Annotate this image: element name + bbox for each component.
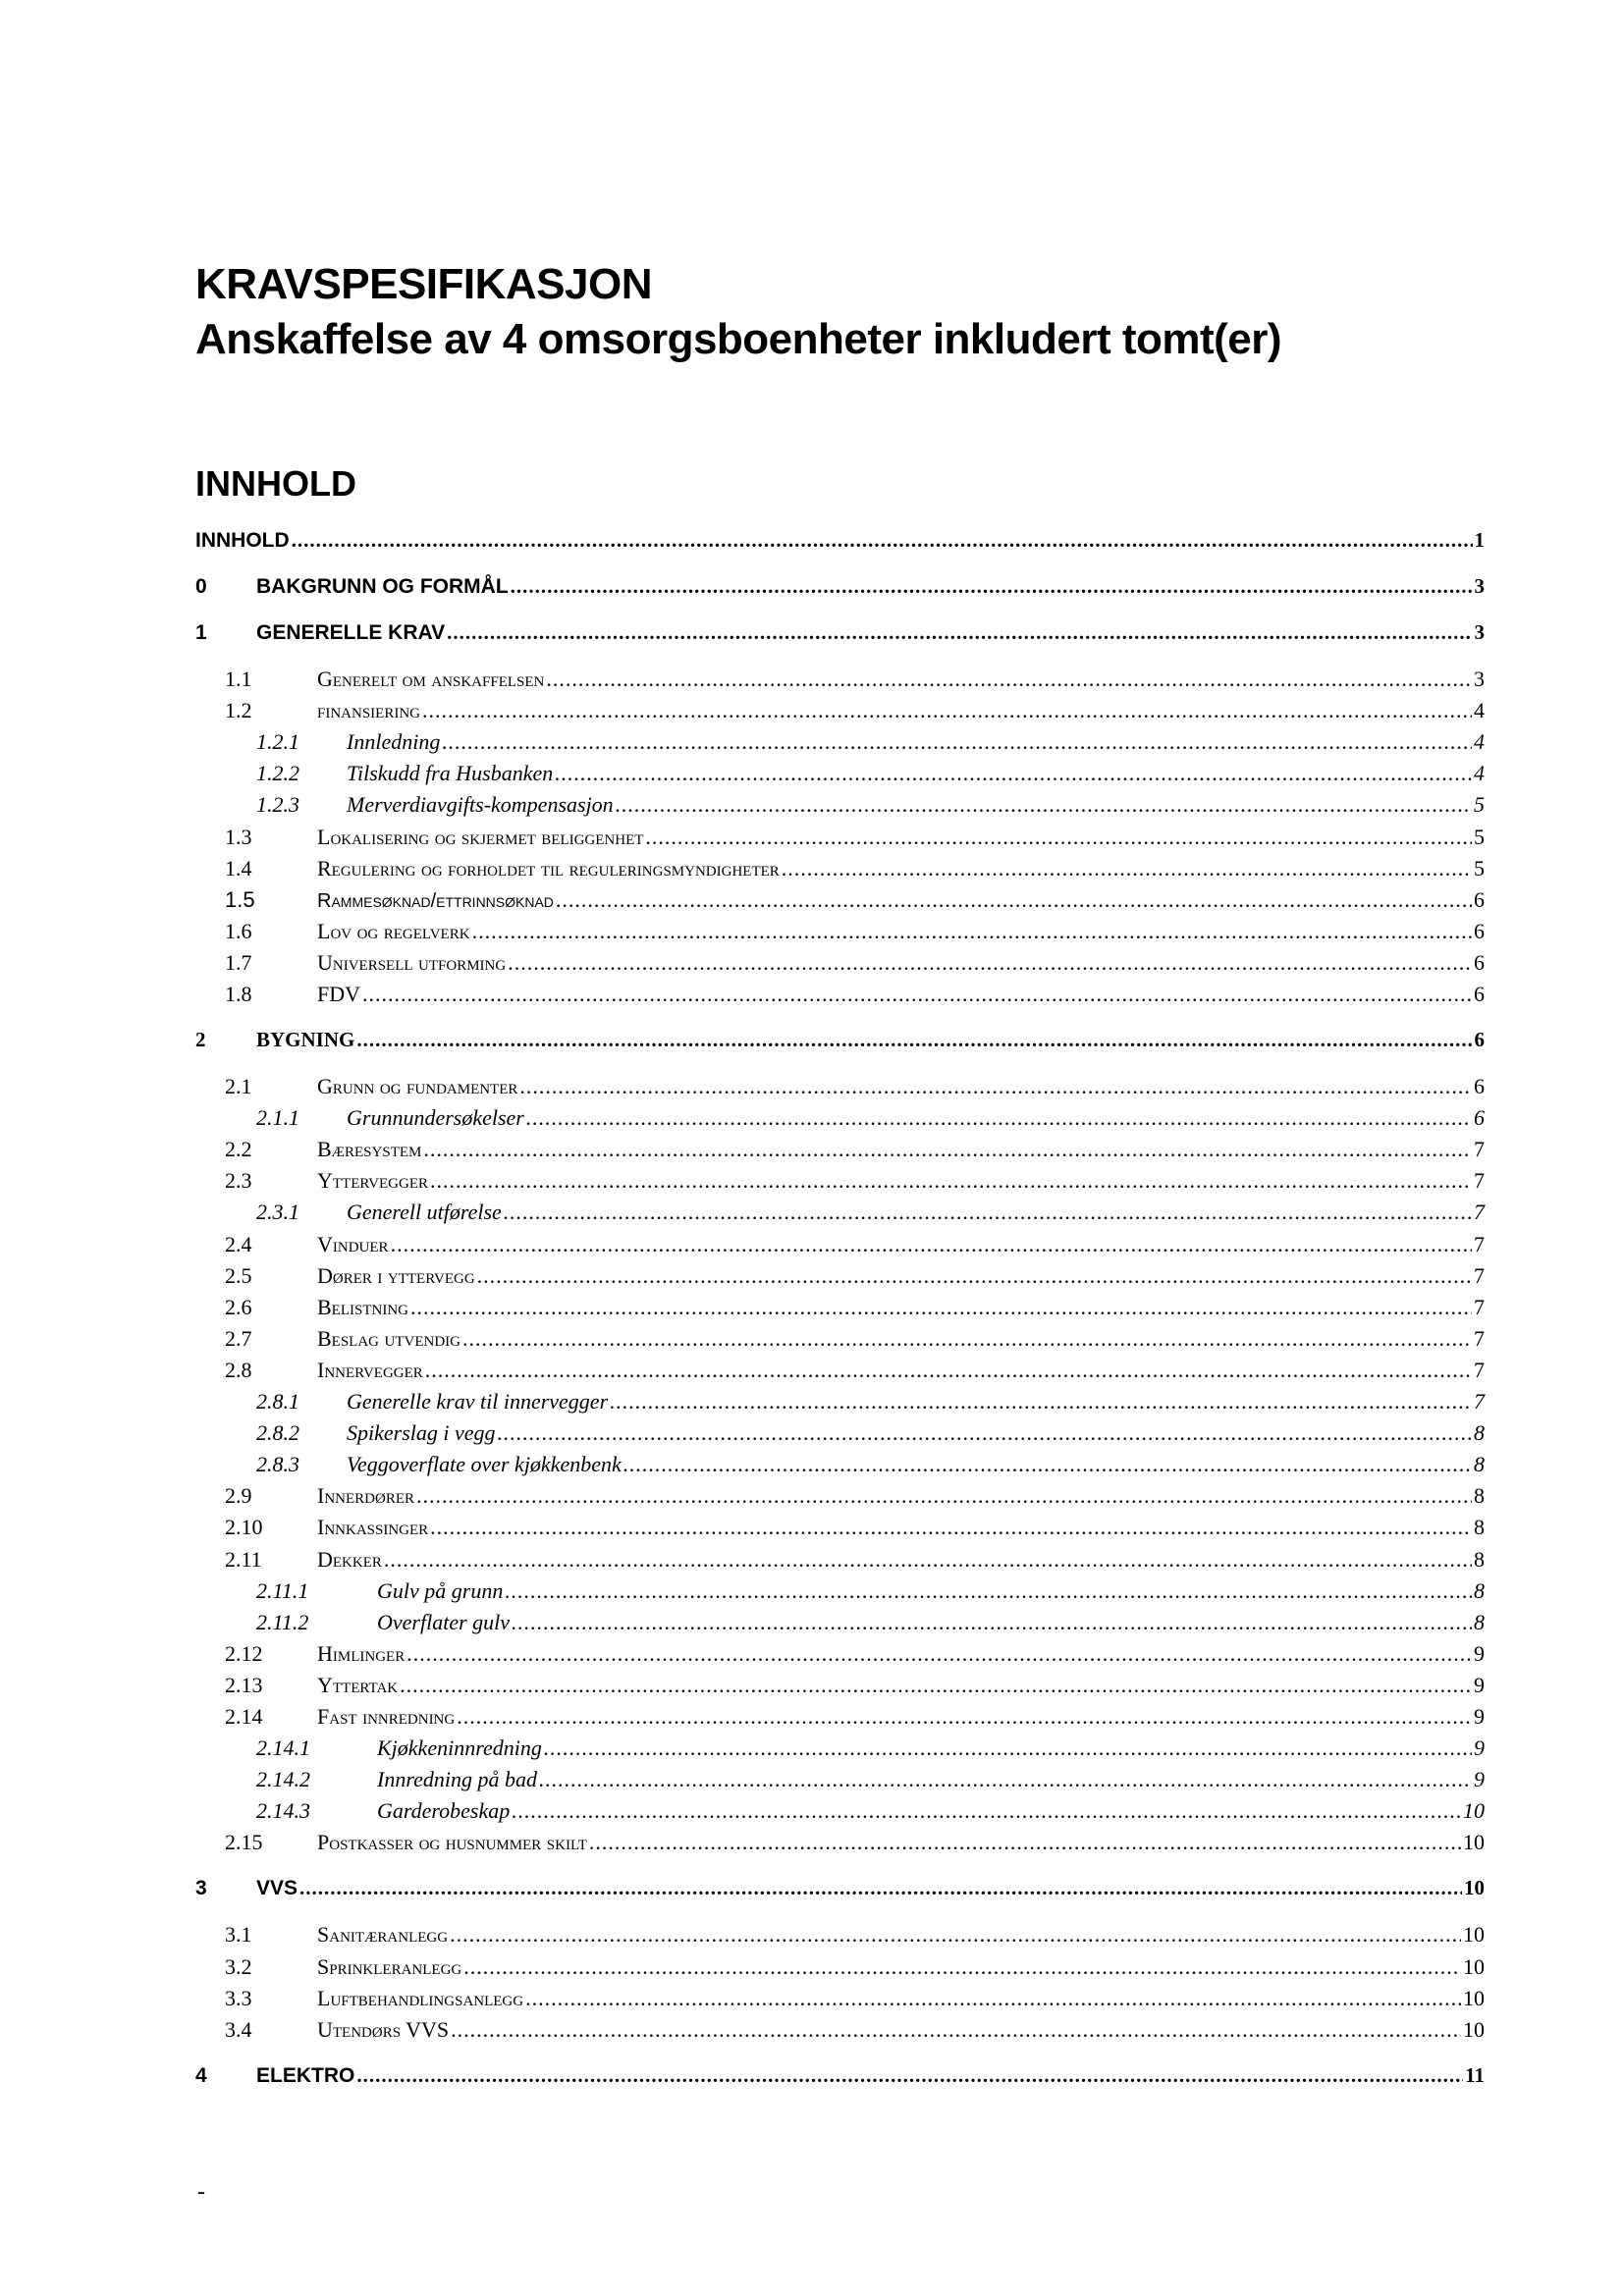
toc-dot-leader bbox=[511, 574, 1473, 599]
toc-dot-leader bbox=[457, 1704, 1472, 1730]
toc-entry[interactable] bbox=[225, 1922, 1485, 1949]
toc-entry[interactable] bbox=[225, 856, 1485, 883]
toc-dot-leader bbox=[442, 729, 1472, 755]
toc-dot-leader bbox=[422, 698, 1472, 723]
toc-entry[interactable] bbox=[225, 1137, 1485, 1164]
toc-entry[interactable] bbox=[225, 1263, 1485, 1291]
toc-entry-label: Lokalisering og skjermet beliggenhet bbox=[317, 824, 644, 849]
toc-entry-page: 7 bbox=[1474, 1137, 1485, 1162]
toc-entry-label: Lov og regelverk bbox=[317, 918, 470, 943]
toc-entry-number: 1.6 bbox=[225, 918, 252, 943]
toc-entry-page: 6 bbox=[1474, 949, 1485, 975]
toc-dot-leader bbox=[430, 1168, 1472, 1194]
toc-entry-label: Belistning bbox=[317, 1294, 408, 1319]
toc-entry[interactable] bbox=[195, 620, 1485, 648]
toc-entry-page: 7 bbox=[1474, 1294, 1485, 1319]
toc-entry-number: 2.15 bbox=[225, 1830, 263, 1855]
toc-entry-label: FDV bbox=[317, 982, 361, 1006]
toc-dot-leader bbox=[645, 825, 1472, 850]
toc-entry-label: finansiering bbox=[317, 698, 420, 723]
toc-entry-label: Himlinger bbox=[317, 1640, 406, 1666]
toc-entry[interactable] bbox=[256, 761, 1485, 788]
toc-entry-number: 2.11.1 bbox=[256, 1577, 309, 1603]
toc-entry-page: 1 bbox=[1474, 528, 1485, 552]
toc-entry-number: 2.9 bbox=[225, 1483, 252, 1509]
toc-entry-number: 3.1 bbox=[225, 1922, 252, 1948]
toc-entry[interactable] bbox=[225, 1515, 1485, 1542]
toc-entry-label: Dekker bbox=[317, 1546, 382, 1572]
toc-entry-label: ELEKTRO bbox=[256, 2063, 355, 2087]
toc-entry-label: Innerdører bbox=[317, 1483, 414, 1509]
toc-entry-page: 4 bbox=[1474, 761, 1485, 786]
toc-entry[interactable] bbox=[256, 1200, 1485, 1227]
toc-entry-page: 10 bbox=[1463, 1985, 1485, 2010]
toc-entry-page: 5 bbox=[1474, 855, 1485, 881]
toc-dot-leader bbox=[362, 982, 1472, 1007]
toc-dot-leader bbox=[505, 1578, 1472, 1604]
toc-entry-number: 2 bbox=[195, 1028, 206, 1051]
toc-dot-leader bbox=[555, 761, 1472, 786]
toc-entry-label: Grunn og fundamenter bbox=[317, 1074, 518, 1098]
toc-entry-label: Veggoverflate over kjøkkenbenk bbox=[347, 1452, 622, 1477]
toc-entry-number: 1.7 bbox=[225, 949, 252, 975]
toc-dot-leader bbox=[423, 1137, 1472, 1162]
toc-entry-label: Utendørs VVS bbox=[317, 2016, 450, 2042]
toc-entry-number: 1.2.3 bbox=[256, 792, 299, 818]
toc-entry-label: Gulv på grunn bbox=[377, 1577, 504, 1603]
toc-entry-label: Universell utforming bbox=[317, 949, 507, 975]
toc-entry-page: 6 bbox=[1474, 1074, 1485, 1098]
toc-entry-page: 10 bbox=[1463, 1830, 1485, 1855]
toc-entry-page: 10 bbox=[1463, 1798, 1485, 1824]
toc-entry-number: 4 bbox=[195, 2063, 207, 2087]
toc-entry-number: 2.6 bbox=[225, 1294, 252, 1319]
toc-entry[interactable] bbox=[225, 1704, 1485, 1732]
toc-dot-leader bbox=[425, 1358, 1472, 1383]
toc-entry-number: 1.8 bbox=[225, 982, 252, 1006]
toc-entry[interactable] bbox=[195, 1028, 1485, 1055]
toc-entry-page: 6 bbox=[1474, 1105, 1485, 1131]
toc-dot-leader bbox=[539, 1767, 1472, 1792]
toc-dot-leader bbox=[519, 1074, 1472, 1099]
toc-entry-page: 10 bbox=[1463, 1922, 1485, 1948]
toc-dot-leader bbox=[504, 1200, 1472, 1225]
toc-dot-leader bbox=[410, 1295, 1472, 1320]
toc-dot-leader bbox=[508, 950, 1472, 976]
toc-entry-page: 9 bbox=[1474, 1672, 1485, 1697]
toc-dot-leader bbox=[451, 2017, 1461, 2043]
toc-entry-page: 7 bbox=[1474, 1200, 1485, 1225]
toc-entry-label: Yttervegger bbox=[317, 1168, 429, 1194]
toc-entry-label: INNHOLD bbox=[195, 529, 290, 552]
toc-entry[interactable] bbox=[225, 1547, 1485, 1575]
toc-entry-label: Dører i yttervegg bbox=[317, 1262, 475, 1288]
toc-entry-page: 6 bbox=[1474, 982, 1485, 1006]
toc-entry[interactable] bbox=[225, 1641, 1485, 1669]
toc-entry-label: Beslag utvendig bbox=[317, 1325, 460, 1351]
toc-entry-number: 2.14.1 bbox=[256, 1735, 310, 1761]
toc-entry-label: Vinduer bbox=[317, 1231, 389, 1256]
toc-entry-number: 0 bbox=[195, 575, 207, 598]
toc-entry-page: 3 bbox=[1474, 620, 1485, 644]
toc-entry-page: 10 bbox=[1463, 2016, 1485, 2042]
toc-dot-leader bbox=[498, 1420, 1472, 1446]
toc-entry-page: 4 bbox=[1474, 729, 1485, 755]
toc-dot-leader bbox=[525, 1986, 1461, 2011]
toc-entry-number: 2.3 bbox=[225, 1168, 252, 1194]
toc-dot-leader bbox=[472, 919, 1472, 944]
toc-entry[interactable] bbox=[225, 1232, 1485, 1259]
toc-entry-page: 7 bbox=[1474, 1357, 1485, 1382]
toc-entry-number: 3.4 bbox=[225, 2016, 252, 2042]
toc-entry-label: Regulering og forholdet til reguleringsmyndigheter bbox=[317, 855, 780, 881]
toc-entry-number: 2.11 bbox=[225, 1546, 262, 1572]
toc-dot-leader bbox=[556, 887, 1472, 913]
toc-dot-leader bbox=[391, 1232, 1472, 1257]
toc-entry[interactable] bbox=[225, 1074, 1485, 1101]
toc-entry-number: 3 bbox=[195, 1877, 207, 1900]
toc-entry[interactable] bbox=[256, 792, 1485, 820]
toc-entry-page: 6 bbox=[1474, 886, 1485, 912]
toc-dot-leader bbox=[616, 792, 1472, 818]
toc-entry[interactable] bbox=[225, 1673, 1485, 1700]
toc-entry[interactable] bbox=[195, 574, 1485, 602]
toc-entry-page: 3 bbox=[1474, 667, 1485, 691]
toc-dot-leader bbox=[623, 1452, 1472, 1477]
toc-entry[interactable] bbox=[195, 2063, 1485, 2091]
toc-dot-leader bbox=[406, 1641, 1472, 1667]
toc-entry-label: Spikerslag i vegg bbox=[347, 1420, 496, 1446]
toc-entry-label: BAKGRUNN OG FORMÅL bbox=[256, 575, 509, 598]
toc-entry-label: BYGNING bbox=[256, 1028, 355, 1051]
toc-entry-page: 7 bbox=[1474, 1325, 1485, 1351]
toc-entry[interactable] bbox=[225, 1295, 1485, 1322]
toc-entry[interactable] bbox=[225, 667, 1485, 694]
toc-entry[interactable] bbox=[256, 1798, 1485, 1826]
toc-entry-label: Generell utførelse bbox=[347, 1200, 502, 1225]
toc-entry[interactable] bbox=[256, 1578, 1485, 1606]
toc-entry-number: 2.12 bbox=[225, 1640, 263, 1666]
toc-entry-page: 6 bbox=[1474, 1028, 1485, 1051]
toc-entry-label: Innredning på bad bbox=[377, 1767, 537, 1792]
toc-entry-page: 8 bbox=[1474, 1420, 1485, 1446]
toc-dot-leader bbox=[356, 1028, 1472, 1052]
toc-entry[interactable] bbox=[225, 982, 1485, 1009]
toc-dot-leader bbox=[463, 1954, 1461, 1980]
toc-entry-label: Generelle krav til innervegger bbox=[347, 1389, 609, 1414]
toc-entry-label: Tilskudd fra Husbanken bbox=[347, 761, 554, 786]
toc-entry-number: 2.11.2 bbox=[256, 1609, 309, 1634]
toc-entry[interactable] bbox=[225, 1168, 1485, 1196]
toc-entry-page: 9 bbox=[1474, 1735, 1485, 1761]
toc-entry-page: 10 bbox=[1463, 1953, 1485, 1979]
toc-entry-label: Postkasser og husnummer skilt bbox=[317, 1830, 587, 1855]
toc-entry-number: 2.8.3 bbox=[256, 1452, 299, 1477]
toc-entry-page: 6 bbox=[1474, 918, 1485, 943]
toc-entry[interactable] bbox=[225, 1954, 1485, 1982]
toc-entry-label: VVS bbox=[256, 1877, 298, 1900]
footer-mark: - bbox=[197, 2179, 205, 2205]
toc-entry-label: Innervegger bbox=[317, 1357, 423, 1382]
toc-entry-label: Sanitæranlegg bbox=[317, 1922, 449, 1948]
toc-entry[interactable] bbox=[225, 825, 1485, 852]
toc-entry[interactable] bbox=[195, 1876, 1485, 1903]
toc-entry-label: Luftbehandlingsanlegg bbox=[317, 1985, 524, 2010]
toc-dot-leader bbox=[356, 2063, 1463, 2088]
toc-dot-leader bbox=[610, 1389, 1472, 1415]
toc-entry-number: 1.2.2 bbox=[256, 761, 299, 786]
toc-entry-number: 2.10 bbox=[225, 1515, 263, 1540]
toc-entry-label: Kjøkkeninnredning bbox=[377, 1735, 542, 1761]
toc-entry-page: 7 bbox=[1474, 1231, 1485, 1256]
toc-entry-number: 2.2 bbox=[225, 1137, 252, 1162]
toc-entry-number: 1.5 bbox=[225, 886, 255, 912]
toc-entry-page: 7 bbox=[1474, 1389, 1485, 1414]
toc-entry-label: GENERELLE KRAV bbox=[256, 621, 446, 644]
toc-entry[interactable] bbox=[256, 1735, 1485, 1763]
toc-entry-number: 1.1 bbox=[225, 667, 252, 691]
toc-entry[interactable] bbox=[225, 2017, 1485, 2045]
toc-dot-leader bbox=[462, 1326, 1472, 1352]
toc-dot-leader bbox=[512, 1610, 1472, 1635]
toc-entry-page: 9 bbox=[1474, 1640, 1485, 1666]
toc-entry-page: 8 bbox=[1474, 1515, 1485, 1540]
toc-entry-number: 2.1 bbox=[225, 1074, 252, 1098]
toc-entry[interactable] bbox=[256, 729, 1485, 757]
toc-dot-leader bbox=[299, 1876, 1462, 1900]
toc-entry-label: Fast innredning bbox=[317, 1704, 456, 1729]
toc-entry-number: 2.14.3 bbox=[256, 1798, 310, 1824]
toc-entry[interactable] bbox=[225, 1326, 1485, 1354]
toc-dot-leader bbox=[526, 1105, 1472, 1131]
toc-entry-number: 2.5 bbox=[225, 1262, 252, 1288]
toc-entry-number: 3.2 bbox=[225, 1953, 252, 1979]
toc-entry[interactable] bbox=[225, 1358, 1485, 1385]
toc-entry-number: 1.4 bbox=[225, 855, 252, 881]
contents-heading: INNHOLD bbox=[195, 463, 356, 504]
toc-entry[interactable] bbox=[256, 1610, 1485, 1637]
toc-entry[interactable] bbox=[225, 698, 1485, 725]
toc-entry-number: 3.3 bbox=[225, 1985, 252, 2010]
toc-dot-leader bbox=[512, 1798, 1461, 1824]
toc-entry-page: 8 bbox=[1474, 1452, 1485, 1477]
toc-entry-label: Yttertak bbox=[317, 1672, 399, 1697]
toc-dot-leader bbox=[450, 1922, 1461, 1948]
toc-entry-label: Merverdiavgifts-kompensasjon bbox=[347, 792, 614, 818]
toc-entry[interactable] bbox=[225, 919, 1485, 946]
toc-dot-leader bbox=[430, 1515, 1472, 1540]
toc-dot-leader bbox=[546, 667, 1472, 692]
toc-entry-page: 9 bbox=[1474, 1767, 1485, 1792]
toc-entry-label: Innkassinger bbox=[317, 1515, 429, 1540]
toc-entry-number: 2.3.1 bbox=[256, 1200, 299, 1225]
toc-entry-number: 2.7 bbox=[225, 1325, 252, 1351]
toc-entry[interactable] bbox=[256, 1105, 1485, 1133]
toc-entry-label: Overflater gulv bbox=[377, 1609, 511, 1634]
toc-entry-number: 1 bbox=[195, 621, 207, 644]
toc-entry-label: Innledning bbox=[347, 729, 441, 755]
toc-entry-page: 4 bbox=[1474, 698, 1485, 723]
toc-entry[interactable] bbox=[195, 528, 1485, 556]
toc-entry-page: 11 bbox=[1465, 2062, 1485, 2087]
toc-entry-number: 2.14.2 bbox=[256, 1767, 310, 1792]
toc-entry-number: 2.8 bbox=[225, 1357, 252, 1382]
toc-entry-number: 2.1.1 bbox=[256, 1105, 299, 1131]
toc-entry-page: 10 bbox=[1464, 1876, 1485, 1900]
toc-entry-page: 7 bbox=[1474, 1168, 1485, 1194]
toc-entry[interactable] bbox=[256, 1767, 1485, 1794]
toc-entry-number: 2.13 bbox=[225, 1672, 263, 1697]
toc-entry[interactable] bbox=[225, 887, 1485, 915]
toc-entry-page: 8 bbox=[1474, 1577, 1485, 1603]
toc-entry-number: 2.4 bbox=[225, 1231, 252, 1256]
document-title-line-1: KRAVSPESIFIKASJON bbox=[195, 260, 652, 308]
toc-entry-page: 5 bbox=[1474, 824, 1485, 849]
toc-entry-page: 3 bbox=[1474, 574, 1485, 598]
document-title-line-2: Anskaffelse av 4 omsorgsboenheter inkludert tomt(er) bbox=[195, 315, 1282, 364]
toc-entry-number: 2.8.1 bbox=[256, 1389, 299, 1414]
toc-entry-label: Bæresystem bbox=[317, 1137, 422, 1162]
toc-entry-number: 2.14 bbox=[225, 1704, 263, 1729]
toc-entry-page: 8 bbox=[1474, 1546, 1485, 1572]
toc-entry[interactable] bbox=[256, 1389, 1485, 1416]
toc-dot-leader bbox=[292, 528, 1473, 553]
toc-dot-leader bbox=[400, 1673, 1472, 1698]
toc-entry-label: Sprinkleranlegg bbox=[317, 1953, 462, 1979]
toc-entry-number: 1.2.1 bbox=[256, 729, 299, 755]
toc-dot-leader bbox=[782, 856, 1472, 881]
toc-entry[interactable] bbox=[225, 1483, 1485, 1511]
toc-entry-page: 5 bbox=[1474, 792, 1485, 818]
toc-entry-label: Grunnundersøkelser bbox=[347, 1105, 524, 1131]
toc-entry-number: 1.2 bbox=[225, 698, 252, 723]
toc-entry[interactable] bbox=[225, 950, 1485, 978]
toc-dot-leader bbox=[477, 1263, 1472, 1289]
toc-entry[interactable] bbox=[256, 1452, 1485, 1479]
toc-entry[interactable] bbox=[256, 1420, 1485, 1448]
toc-entry-number: 1.3 bbox=[225, 824, 252, 849]
toc-entry-page: 8 bbox=[1474, 1609, 1485, 1634]
toc-entry-label: Generelt om anskaffelsen bbox=[317, 667, 545, 691]
toc-entry-page: 8 bbox=[1474, 1483, 1485, 1509]
toc-entry-page: 7 bbox=[1474, 1262, 1485, 1288]
toc-dot-leader bbox=[589, 1830, 1461, 1855]
toc-entry[interactable] bbox=[225, 1830, 1485, 1857]
toc-dot-leader bbox=[416, 1483, 1472, 1509]
toc-entry-label: Garderobeskap bbox=[377, 1798, 511, 1824]
toc-dot-leader bbox=[544, 1735, 1472, 1761]
toc-entry-number: 2.8.2 bbox=[256, 1420, 299, 1446]
toc-entry-label: Rammesøknad/ettrinnsøknad bbox=[317, 889, 554, 912]
toc-entry[interactable] bbox=[225, 1986, 1485, 2013]
toc-dot-leader bbox=[447, 620, 1472, 645]
toc-entry-page: 9 bbox=[1474, 1704, 1485, 1729]
toc-dot-leader bbox=[384, 1547, 1472, 1573]
